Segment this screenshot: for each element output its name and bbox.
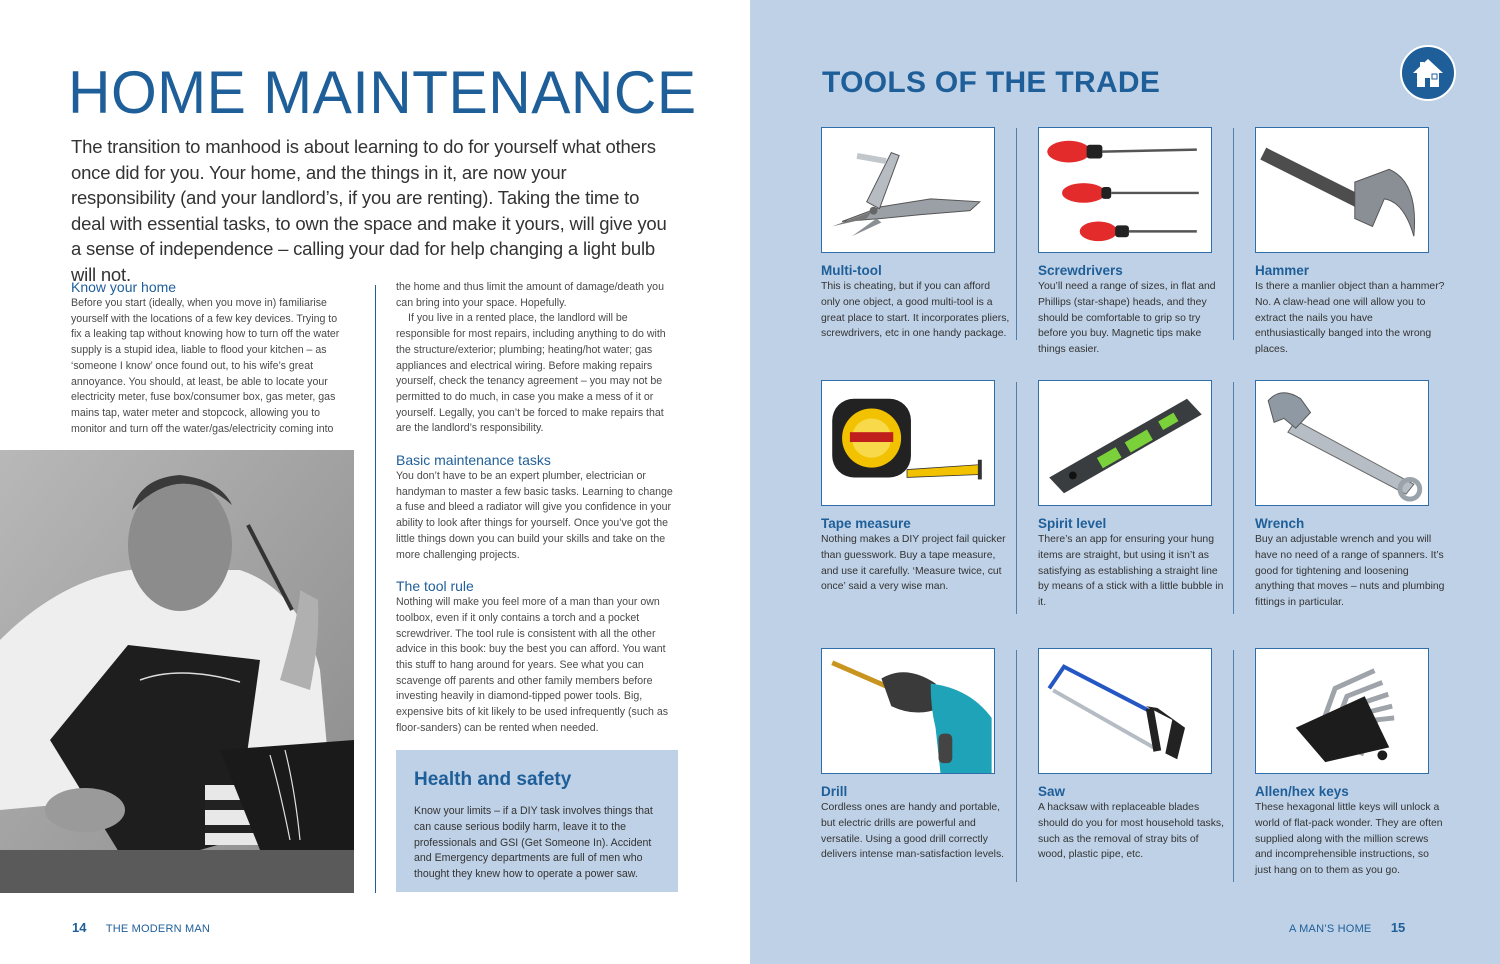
page-number: 15: [1390, 920, 1406, 935]
tool-description: Nothing makes a DIY project fail quicker than guesswork. Buy a tape measure, and use it carefully. ‘Measure twice, cut once’ said a very wise man.: [821, 534, 1006, 593]
grid-divider-4: [1233, 382, 1234, 614]
tool-image: [821, 648, 995, 774]
tool-image: [1255, 380, 1429, 506]
health-and-safety-text: Know your limits – if a DIY task involves things that can cause serious bodily harm, leave it to the professionals and GSI (Get Someone In). Accident and Emergency departments are full of men who thought they knew how to operate a power saw.: [414, 805, 653, 881]
tool-name: Drill: [821, 784, 848, 799]
section-title: TOOLS OF THE TRADE: [822, 66, 1161, 99]
tool-image: [821, 127, 995, 253]
tool-card-tape-measure: [821, 380, 1011, 595]
multi-tool-icon: [822, 128, 994, 252]
tool-description: There’s an app for ensuring your hung items are straight, but using it isn’t as satisfying as establishing a straight line by means of a stick with a little bubble in it.: [1038, 534, 1224, 609]
running-footer: A MAN’S HOME: [1289, 923, 1372, 935]
column-2: [396, 280, 676, 737]
tool-image: [1038, 648, 1212, 774]
tool-card-wrench: [1255, 380, 1445, 611]
tool-image: [821, 380, 995, 506]
tool-name: Hammer: [1255, 263, 1310, 278]
spirit-level-icon: [1039, 381, 1211, 505]
grid-divider-2: [1233, 128, 1234, 340]
page-title: HOME MAINTENANCE: [68, 59, 697, 126]
page-number: 14: [72, 920, 87, 935]
column-divider: [375, 285, 376, 893]
tool-card-spirit-level: [1038, 380, 1228, 611]
tool-name: Screwdrivers: [1038, 263, 1123, 278]
tool-card-drill: [821, 648, 1011, 863]
section-text: Nothing will make you feel more of a man than your own toolbox, even if it only contains a torch and a pocket screwdriver. The tool rule is consistent with all the other advice in this book: buy the best you can afford. You want this stuff to hang around for years. See what you can scavenge off parents and other family members before investing heavily in diamond-tipped power tools. Big, expensive bits of kit likely to be used infrequently (such as floor-sanders) can be rented when needed.: [396, 596, 669, 734]
tool-description: Cordless ones are handy and portable, but electric drills are powerful and versatile. Using a good drill correctly delivers intense man-satisfaction levels.: [821, 802, 1005, 861]
tool-description: A hacksaw with replaceable blades should do you for most household tasks, such as the removal of stray bits of wood, plastic pipe, etc.: [1038, 802, 1224, 861]
health-and-safety-box: [396, 750, 678, 892]
saw-icon: [1039, 649, 1211, 773]
tool-card-allen-hex-keys: [1255, 648, 1445, 879]
intro-paragraph: The transition to manhood is about learning to do for yourself what others once did for you. Your home, and the things in it, are now your responsibility (and your landlord’s, if you are renting). Taking the time to deal with essential tasks, to own the space and make it yours, will give you a sense of independence – calling your dad for help changing a light bulb will not.: [71, 136, 667, 285]
tool-card-hammer: [1255, 127, 1445, 358]
house-badge: [1400, 45, 1456, 101]
footer-right: [1289, 920, 1405, 935]
house-icon: [1411, 57, 1445, 89]
section-heading-know-your-home: Know your home: [71, 279, 177, 295]
tool-description: Is there a manlier object than a hammer? No. A claw-head one will allow you to extract the nails you have enthusiastically banged into the wrong places.: [1255, 281, 1445, 356]
section-text: You don’t have to be an expert plumber, electrician or handyman to master a few basic tasks. Learning to change a fuse and bleed a radiator will give you confidence in your ability to look after things for yourself. Once you’ve got the little things down you can build your skills and take on the more challenging projects.: [396, 470, 673, 561]
tool-description: These hexagonal little keys will unlock a world of flat-pack wonder. They are often supplied along with the million screws and incomprehensible instructions, so just hang on to them as you go.: [1255, 802, 1443, 877]
section-heading-basic-maintenance: Basic maintenance tasks: [396, 452, 551, 469]
vintage-photo: [0, 450, 354, 893]
section-text: the home and thus limit the amount of damage/death you can bring into your space. Hopefully.: [396, 281, 664, 309]
section-text: If you live in a rented place, the landlord will be responsible for most repairs, including anything to do with the structure/exterior; plumbing; heating/hot water; gas appliances and electrical wiring. Before making repairs yourself, check the tenancy agreement – you may not be permitted to do much, in case you make a mess of it or yourself. Legally, you can’t be forced to make repairs that are the landlord’s responsibility.: [396, 312, 666, 435]
tool-card-screwdrivers: [1038, 127, 1228, 358]
tool-description: This is cheating, but if you can afford only one object, a good multi-tool is a great place to start. It incorporates pliers, screwdrivers, etc in one handy package.: [821, 281, 1010, 340]
tool-image: [1255, 127, 1429, 253]
screwdrivers-icon: [1039, 128, 1211, 252]
grid-divider-5: [1016, 650, 1017, 882]
tool-name: Wrench: [1255, 516, 1305, 531]
tool-image: [1038, 127, 1212, 253]
section-heading-tool-rule: The tool rule: [396, 578, 474, 595]
drill-icon: [822, 649, 994, 773]
grid-divider-1: [1016, 128, 1017, 340]
tool-name: Tape measure: [821, 516, 911, 531]
wrench-icon: [1256, 381, 1428, 505]
tool-name: Saw: [1038, 784, 1066, 799]
tool-description: Buy an adjustable wrench and you will have no need of a range of spanners. It’s good for tightening and loosening anything that moves – nuts and plumbing fittings in particular.: [1255, 534, 1445, 609]
hex-keys-icon: [1256, 649, 1428, 773]
tool-name: Allen/hex keys: [1255, 784, 1349, 799]
tool-card-multi-tool: [821, 127, 1011, 342]
footer-left: [72, 920, 210, 935]
health-and-safety-title: Health and safety: [414, 769, 572, 790]
tool-image: [1255, 648, 1429, 774]
tool-name: Multi-tool: [821, 263, 882, 278]
tool-image: [1038, 380, 1212, 506]
tool-name: Spirit level: [1038, 516, 1107, 531]
column-1: [71, 278, 346, 437]
grid-divider-3: [1016, 382, 1017, 614]
photo-illustration-icon: [0, 450, 354, 893]
running-footer: THE MODERN MAN: [105, 923, 211, 935]
tool-description: You’ll need a range of sizes, in flat and Phillips (star-shape) heads, and they should be comfortable to grip so try before you buy. Magnetic tips make things easier.: [1038, 281, 1216, 356]
hammer-icon: [1256, 128, 1428, 252]
tool-card-saw: [1038, 648, 1228, 863]
section-text: Before you start (ideally, when you move in) familiarise yourself with the locations of a few key devices. Trying to fix a leaking tap without knowing how to turn off the water supply is a stupid idea, liable to flood your kitchen – as ‘someone I know’ once found out, to his wife’s great annoyance. You should, at least, be able to locate your electricity meter, fuse box/consumer box, gas meter, gas mains tap, water meter and stopcock, allowing you to monitor and turn off the water/gas/electricity coming into: [71, 297, 340, 435]
tape-measure-icon: [822, 381, 994, 505]
grid-divider-6: [1233, 650, 1234, 882]
